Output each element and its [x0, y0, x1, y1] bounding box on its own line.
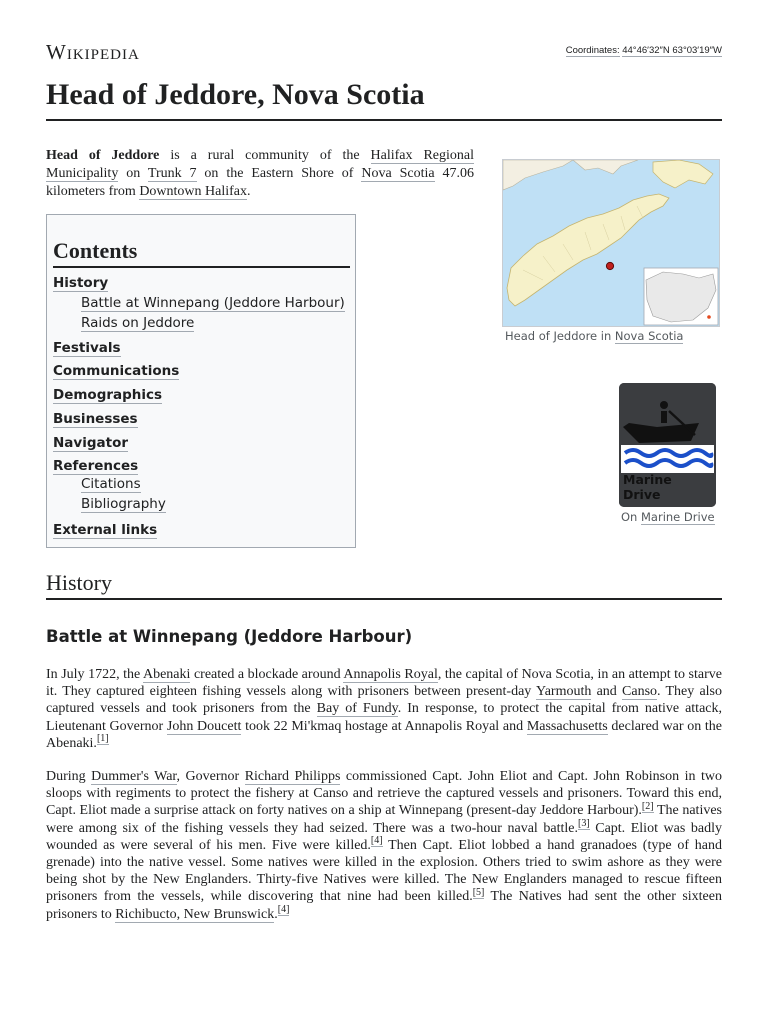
paragraph-2: During Dummer's War, Governor Richard Philipps commissioned Capt. John Eliot and Capt. John Robinson in two sloops with regiments to protect the fishery at Canso and retrieve the captured vessels and prisoners. Toward this end, Capt. Eliot made a surprise attack on forty natives on a ship at Winnepang (present-day Jeddore Harbour).[2] The natives were among six of the fishing vessels they had seized. There was a two-hour naval battle.[3] Capt. Eliot was badly wounded as were several of his men. Five were killed.[4] Then Capt. Eliot lobbed a hand granadoes (type of hand grenade) into the native vessel. Some natives were killed in the explosion. Others tried to swim ashore as they were being shot by the New Englanders. Thirty-five Natives were killed. The New Englanders managed to rescue fifteen prisoners from the vessels, while discovering that nine had been killed.[5] The Natives had sent the other sixteen prisoners to Richibucto, New Brunswick.[4]: [46, 769, 723, 922]
coordinates: [566, 45, 722, 56]
coordinates-label: Coordinates:: [565, 45, 620, 56]
link-downtown-halifax[interactable]: Downtown Halifax: [139, 184, 248, 199]
link-annapolis-royal[interactable]: Annapolis Royal: [343, 667, 438, 682]
sign-caption: On Marine Drive: [621, 510, 715, 524]
table-of-contents: [46, 214, 356, 548]
link-john-doucett[interactable]: John Doucett: [166, 718, 242, 734]
citation-ref[interactable]: [5]: [472, 886, 485, 898]
toc-item-citations[interactable]: Citations: [81, 476, 141, 492]
citation-ref[interactable]: [4]: [370, 835, 383, 847]
page-title: Head of Jeddore, Nova Scotia: [46, 76, 722, 121]
citation-ref[interactable]: [1]: [96, 733, 109, 745]
map-caption: Head of Jeddore in Nova Scotia: [505, 329, 684, 343]
toc-item-demographics[interactable]: Demographics: [53, 387, 163, 403]
toc-item-festivals[interactable]: Festivals: [53, 340, 121, 356]
toc-item-communications[interactable]: Communications: [53, 363, 180, 379]
citation-ref[interactable]: [4]: [277, 903, 290, 915]
sign-text-drive: Drive: [623, 487, 661, 502]
toc-item-history[interactable]: History: [53, 275, 109, 291]
marine-drive-sign-image[interactable]: [619, 383, 716, 507]
link-bay-of-fundy[interactable]: Bay of Fundy: [316, 701, 398, 717]
link-richibucto[interactable]: Richibucto, New Brunswick: [115, 906, 275, 922]
citation-ref[interactable]: [3]: [577, 817, 590, 829]
toc-item-battle-at-winnepang[interactable]: Battle at Winnepang (Jeddore Harbour): [81, 295, 345, 311]
caption-link-nova-scotia[interactable]: Nova Scotia: [614, 329, 684, 343]
toc-item-external-links[interactable]: External links: [53, 522, 158, 538]
link-abenaki[interactable]: Abenaki: [142, 667, 191, 682]
nova-scotia-map-image: [503, 160, 719, 326]
marine-drive-sign: [619, 383, 716, 507]
caption-link-marine-drive[interactable]: Marine Drive: [641, 510, 715, 524]
link-richard-philipps[interactable]: Richard Philipps: [244, 769, 341, 784]
lead-bold-term: Head of Jeddore: [46, 148, 160, 163]
location-map[interactable]: [502, 159, 720, 327]
link-halifax-regional-municipality[interactable]: Halifax Regional Municipality: [46, 148, 474, 181]
link-massachusetts[interactable]: Massachusetts: [526, 718, 608, 734]
sign-text-marine: Marine: [623, 472, 672, 487]
section-heading-battle: Battle at Winnepang (Jeddore Harbour): [46, 627, 413, 646]
wikipedia-logo[interactable]: Wikipedia: [46, 40, 140, 64]
link-nova-scotia[interactable]: Nova Scotia: [361, 166, 435, 181]
coordinates-link[interactable]: 44°46′32″N 63°03′19″W: [622, 45, 722, 56]
link-canso[interactable]: Canso: [622, 684, 658, 700]
paragraph-1: In July 1722, the Abenaki created a blockade around Annapolis Royal, the capital of Nova Scotia, in an attempt to starve it. They captured eighteen fishing vessels along with prisoners between present-day Yarmouth and Canso. They also captured vessels and took prisoners from the Bay of Fundy. In response, to protect the capital from native attack, Lieutenant Governor John Doucett took 22 Mi'kmaq hostage at Annapolis Royal and Massachusetts declared war on the Abenaki.[1]: [46, 667, 722, 751]
link-trunk-7[interactable]: Trunk 7: [147, 166, 197, 181]
toc-heading: Contents: [53, 237, 350, 268]
lead-paragraph: Head of Jeddore is a rural community of the Halifax Regional Municipality on Trunk 7 on the Eastern Shore of Nova Scotia 47.06 kilometers from Downtown Halifax.: [46, 148, 474, 199]
toc-item-navigator[interactable]: Navigator: [53, 435, 128, 451]
toc-item-businesses[interactable]: Businesses: [53, 411, 138, 427]
toc-item-references[interactable]: References: [53, 458, 139, 474]
toc-item-bibliography[interactable]: Bibliography: [81, 496, 166, 512]
toc-item-raids-on-jeddore[interactable]: Raids on Jeddore: [81, 315, 195, 331]
link-dummers-war[interactable]: Dummer's War: [91, 769, 177, 784]
citation-ref[interactable]: [2]: [641, 800, 654, 812]
section-heading-history: History: [46, 569, 722, 600]
link-yarmouth[interactable]: Yarmouth: [536, 684, 592, 700]
